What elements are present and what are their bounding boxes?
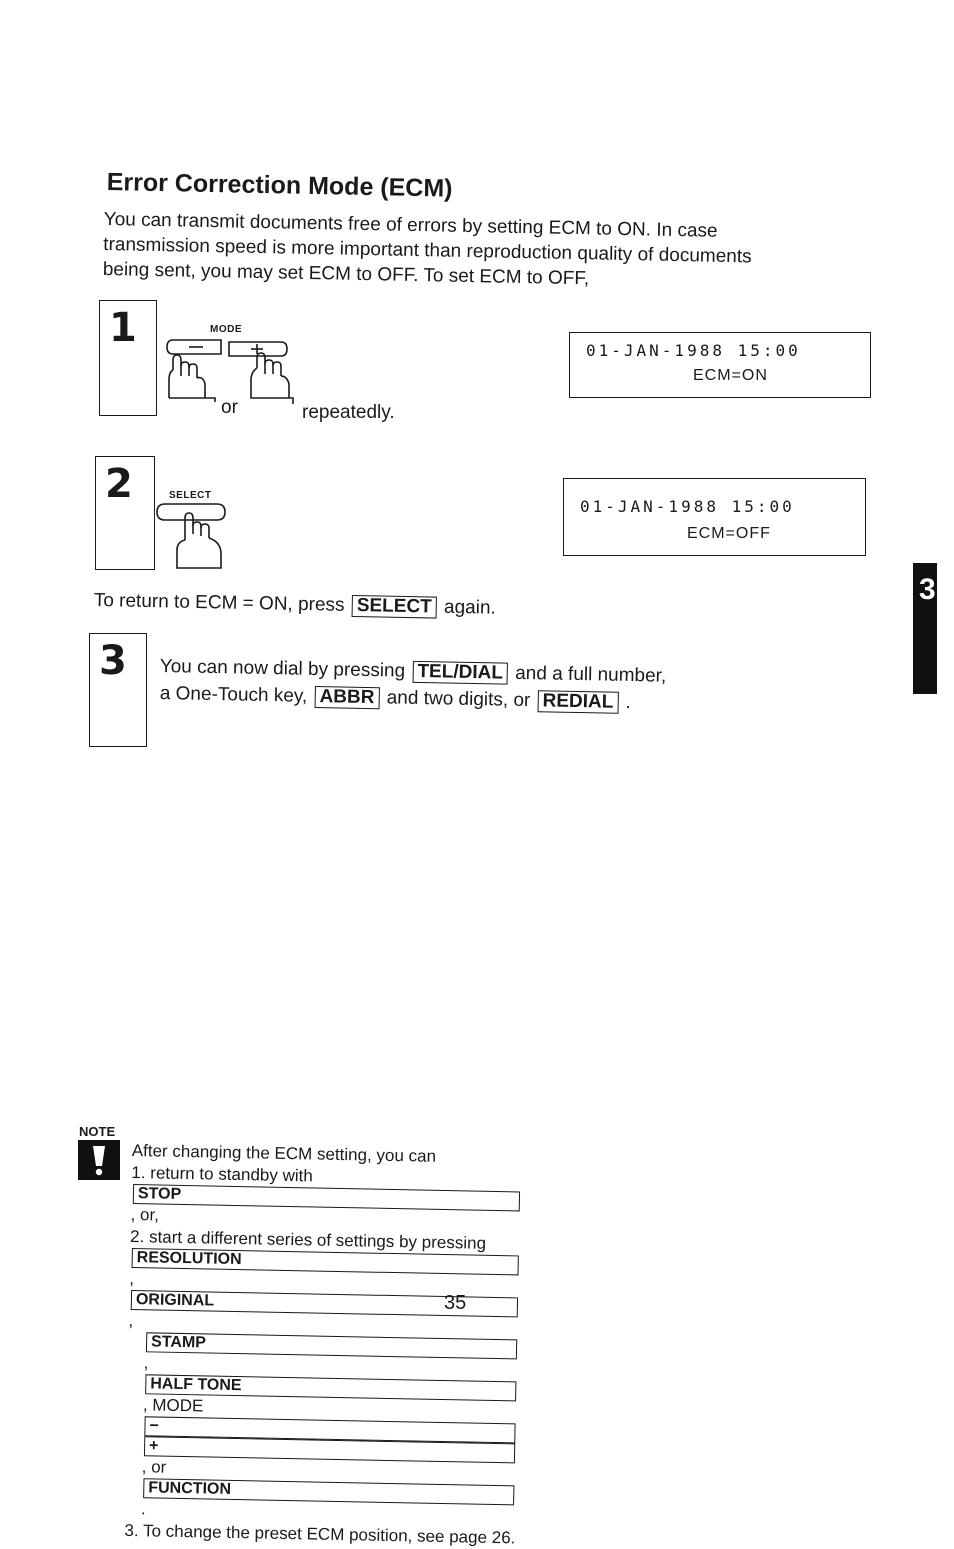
display-ecm-off	[563, 478, 866, 556]
step-1-box	[99, 300, 157, 416]
abbr-key-label: ABBR	[314, 686, 379, 709]
display-ecm-on	[569, 332, 871, 398]
step-3-text: .	[625, 691, 632, 714]
note-item-3: 3. To change the preset ECM position, see page 26.	[124, 1520, 516, 1548]
display-ecm-status: ECM=ON	[693, 367, 768, 384]
note-text: ,	[143, 1353, 149, 1373]
intro-line: being sent, you may set ECM to OFF. To set ECM to OFF,	[102, 258, 590, 290]
note-item-2	[128, 1226, 521, 1339]
select-key-label: SELECT	[352, 595, 437, 619]
select-button-hand-icon	[155, 500, 235, 572]
select-key	[157, 504, 225, 520]
intro-line: You can transmit documents free of errors by setting ECM to ON. In case	[103, 208, 718, 242]
mode-plus-key-label: +	[144, 1436, 515, 1463]
mode-minus-key-label: −	[144, 1416, 515, 1443]
page-title: Error Correction Mode (ECM)	[106, 168, 453, 203]
step-2-number: 2	[105, 461, 133, 507]
note-exclamation-icon	[78, 1140, 120, 1180]
page-number: 35	[444, 1292, 467, 1314]
intro-line: transmission speed is more important than reproduction quality of documents	[103, 233, 752, 268]
note-body	[124, 1140, 523, 1549]
original-key-label: ORIGINAL	[131, 1290, 518, 1317]
step-3-text: a One-Touch key,	[159, 683, 308, 707]
note-text: ,	[129, 1268, 135, 1289]
step-3-text: and two digits, or	[386, 687, 531, 712]
display-date-time: 01-JAN-1988 15:00	[580, 497, 795, 516]
resolution-key-label: RESOLUTION	[132, 1248, 519, 1275]
tel-dial-key-label: TEL/DIAL	[412, 661, 508, 685]
return-instruction	[94, 590, 496, 620]
step-1-number: 1	[109, 305, 137, 351]
chapter-tab	[913, 563, 937, 694]
select-label: SELECT	[169, 490, 212, 501]
step-3-text: and a full number,	[515, 662, 667, 687]
return-text-before: To return to ECM = ON, press	[93, 590, 345, 616]
note-intro: After changing the ECM setting, you can	[131, 1140, 437, 1166]
intro-paragraph	[103, 207, 864, 297]
mode-label: MODE	[210, 324, 242, 335]
step-3-number: 3	[99, 638, 127, 684]
function-key-label: FUNCTION	[143, 1478, 514, 1505]
display-date-time: 01-JAN-1988 15:00	[586, 341, 801, 360]
step-2-box	[95, 456, 155, 570]
note-text: , or,	[130, 1204, 160, 1225]
note-text: 1. return to standby with	[131, 1162, 313, 1186]
stamp-key-label: STAMP	[146, 1332, 517, 1359]
note-label: NOTE	[79, 1124, 116, 1139]
step-3-line-2	[160, 683, 632, 714]
note-text: ,	[128, 1310, 134, 1331]
chapter-tab-number: 3	[919, 573, 936, 606]
half-tone-key-label: HALF TONE	[145, 1374, 516, 1401]
step-3-line-1	[160, 656, 667, 688]
redial-key-label: REDIAL	[537, 690, 618, 714]
note-text: , or	[141, 1457, 167, 1477]
display-ecm-status: ECM=OFF	[687, 525, 771, 542]
note-item-1	[130, 1162, 522, 1233]
note-text: .	[140, 1499, 146, 1519]
stop-key-label: STOP	[133, 1184, 520, 1211]
step-3-box	[89, 633, 147, 747]
or-text: or	[221, 397, 238, 418]
note-text: , MODE	[142, 1395, 204, 1416]
repeatedly-text: repeatedly.	[302, 402, 395, 423]
return-text-after: again.	[443, 596, 497, 619]
note-text: 2. start a different series of settings by pressing	[129, 1226, 487, 1253]
note-item-2-cont	[125, 1332, 519, 1527]
step-3-text: You can now dial by pressing	[159, 656, 406, 682]
